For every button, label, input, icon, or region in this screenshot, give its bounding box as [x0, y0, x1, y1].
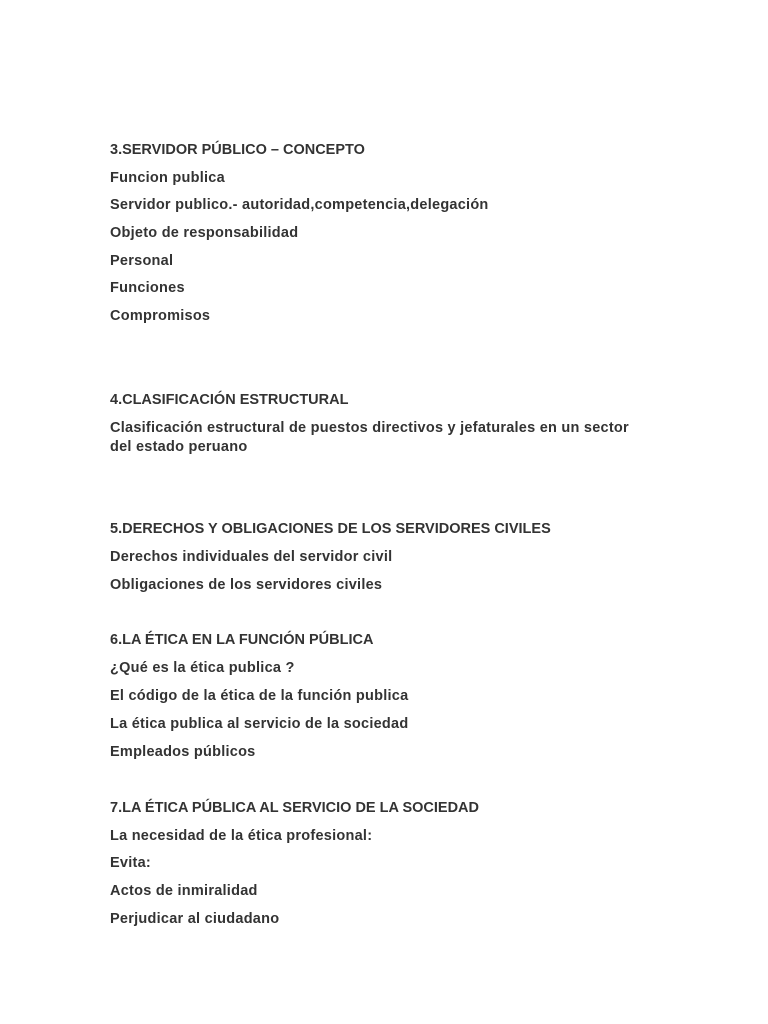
section-7-item: La necesidad de la ética profesional: [110, 828, 373, 844]
section-6-item: ¿Qué es la ética publica ? [110, 660, 295, 676]
section-4-heading: 4.CLASIFICACIÓN ESTRUCTURAL [110, 392, 349, 408]
section-3-item: Compromisos [110, 308, 211, 324]
section-3-item: Funcion publica [110, 170, 225, 186]
section-6-item: Empleados públicos [110, 744, 256, 760]
section-3-item: Funciones [110, 280, 185, 296]
section-4-item: Clasificación estructural de puestos directivos y jefaturales en un sector del estado peruano [110, 420, 629, 455]
section-5-item: Derechos individuales del servidor civil [110, 549, 393, 565]
section-7-item: Evita: [110, 855, 151, 871]
section-7-item: Perjudicar al ciudadano [110, 911, 280, 927]
section-6-heading: 6.LA ÉTICA EN LA FUNCIÓN PÚBLICA [110, 632, 374, 648]
section-5-item: Obligaciones de los servidores civiles [110, 577, 383, 593]
section-6-item: El código de la ética de la función publica [110, 688, 409, 704]
section-7-heading: 7.LA ÉTICA PÚBLICA AL SERVICIO DE LA SOCIEDAD [110, 800, 479, 816]
section-3-heading: 3.SERVIDOR PÚBLICO – CONCEPTO [110, 142, 365, 158]
section-3-item: Objeto de responsabilidad [110, 225, 299, 241]
section-5-heading: 5.DERECHOS Y OBLIGACIONES DE LOS SERVIDORES CIVILES [110, 521, 551, 537]
section-3-item: Servidor publico.- autoridad,competencia,delegación [110, 197, 489, 213]
section-6-item: La ética publica al servicio de la sociedad [110, 716, 409, 732]
section-3-item: Personal [110, 253, 174, 269]
section-7-item: Actos de inmiralidad [110, 883, 258, 899]
